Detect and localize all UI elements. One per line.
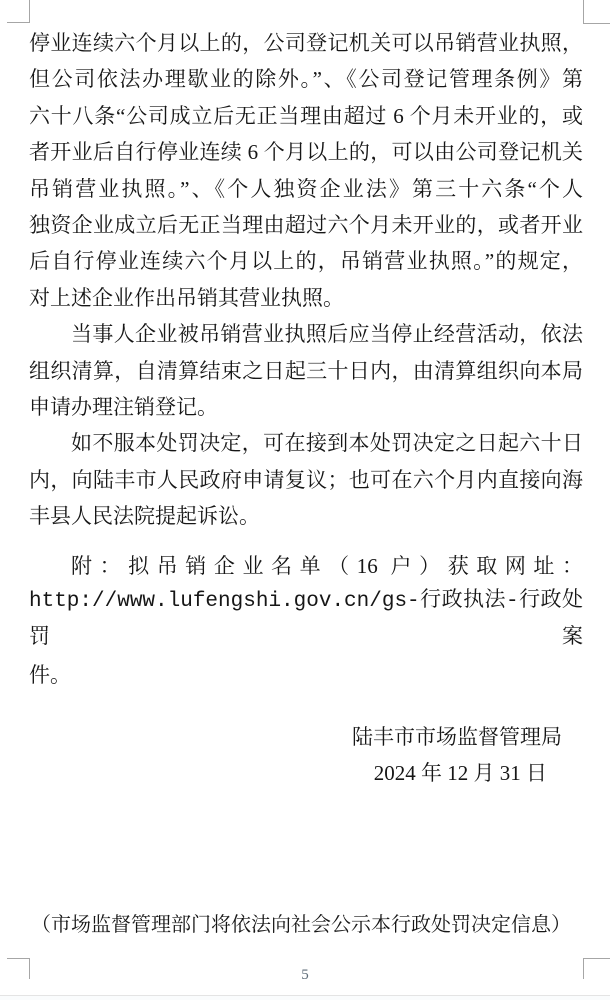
- footnote: （市场监督管理部门将依法向社会公示本行政处罚决定信息）: [31, 914, 571, 936]
- page-bottom-edge: [0, 995, 610, 1000]
- text-line: http://www.lufengshi.gov.cn/gs-行政执法-行政处罚案: [29, 590, 583, 650]
- text-line: 内，向陆丰市人民政府申请复议；也可在六个月内直接向海: [29, 467, 583, 492]
- text-line: 组织清算，自清算结束之日起三十日内，由清算组织向本局: [29, 358, 583, 383]
- text-line: 件。: [29, 662, 71, 687]
- paragraph: [29, 425, 583, 534]
- text-line: 丰县人民法院提起诉讼。: [29, 504, 260, 529]
- signature-org: 陆丰市市场监督管理局: [352, 725, 562, 749]
- text-line: 者开业后自行停业连续 6 个月以上的，可以由公司登记机关: [29, 140, 583, 165]
- text-line: 附：拟吊销企业名单（16 户）获取网址：: [71, 553, 583, 578]
- text-line: 如不服本处罚决定，可在接到本处罚决定之日起六十日: [71, 431, 583, 456]
- paragraph: [29, 548, 583, 694]
- text-line: 独资企业成立后无正当理由超过六个月未开业的，或者开业: [29, 213, 583, 238]
- document-body: [29, 25, 583, 693]
- crop-mark-top-right: [583, 0, 610, 24]
- page-number: 5: [301, 967, 309, 983]
- text-line: 对上述企业作出吊销其营业执照。: [29, 285, 344, 310]
- text-line: 申请办理注销登记。: [29, 395, 218, 420]
- text-line: 六十八条“公司成立后无正当理由超过 6 个月未开业的，或: [29, 103, 583, 128]
- signature-block: [29, 719, 583, 792]
- paragraph: [29, 316, 583, 425]
- text-line: 但公司依法办理歇业的除外。”、《公司登记管理条例》第: [29, 67, 583, 92]
- text-line: 停业连续六个月以上的，公司登记机关可以吊销营业执照，: [29, 31, 583, 55]
- text-line: 当事人企业被吊销营业执照后应当停止经营活动，依法: [71, 322, 583, 347]
- crop-mark-top-left: [7, 0, 30, 23]
- signature-date: 2024 年 12 月 31 日: [373, 761, 547, 786]
- text-line: 后自行停业连续六个月以上的，吊销营业执照。”的规定，: [29, 249, 583, 274]
- text-line: 吊销营业执照。”、《个人独资企业法》第三十六条“个人: [29, 176, 583, 201]
- paragraph: [29, 25, 583, 316]
